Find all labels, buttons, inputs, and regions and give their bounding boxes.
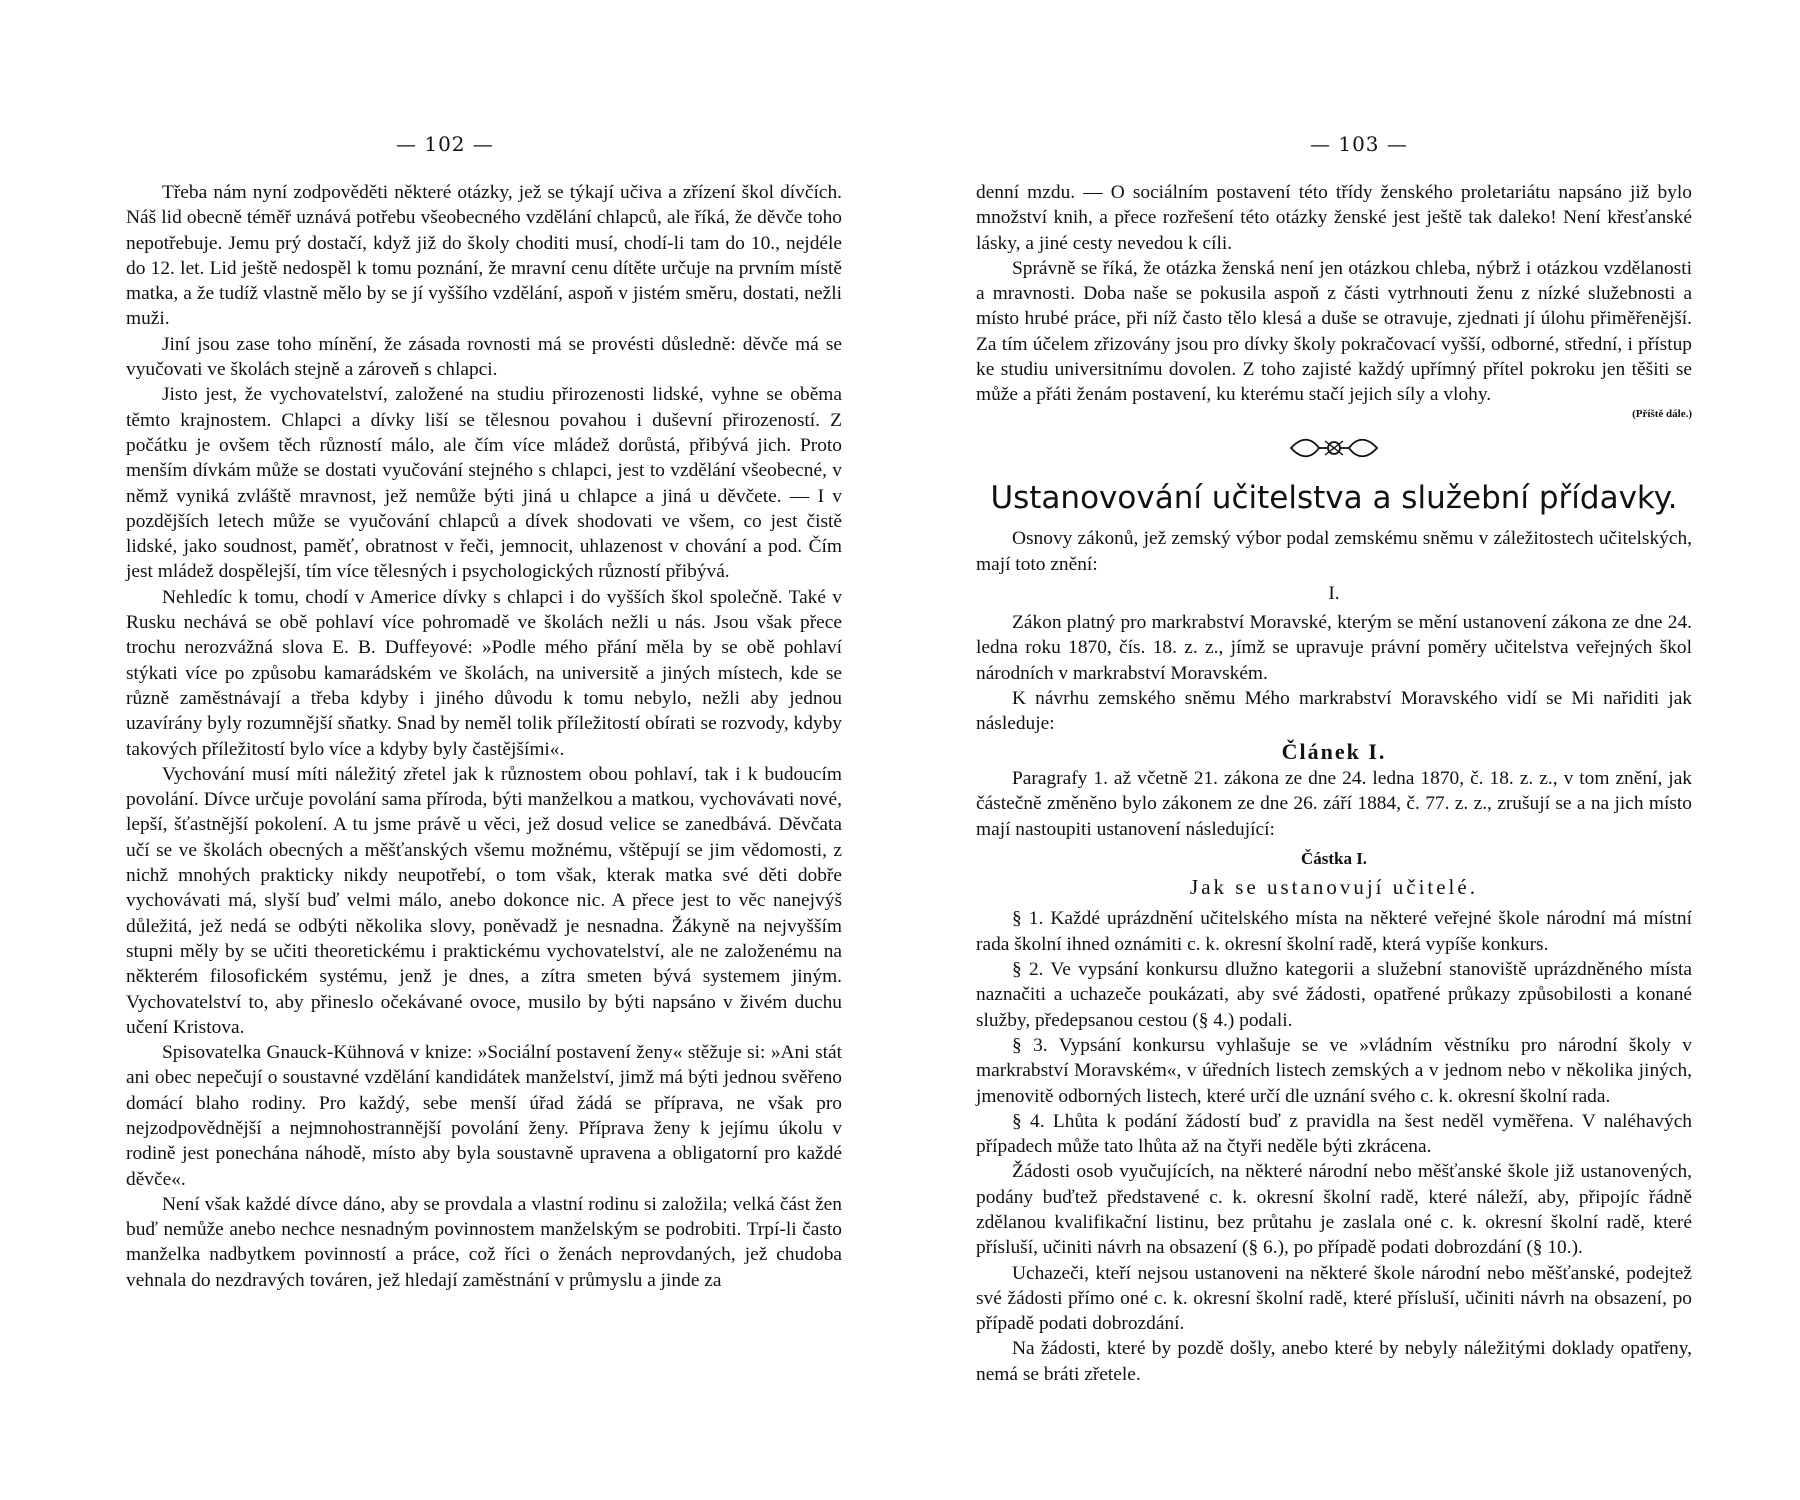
- section-heading: Ustanovování učitelstva a služební přídavky.: [990, 480, 1678, 517]
- law-intro: Osnovy zákonů, jež zemský výbor podal zemskému sněmu v záležitostech učitelských, mají toto znění:: [976, 528, 1692, 575]
- section-paragraph: Žádosti osob vyučujících, na některé národní nebo měšťanské škole již ustanovených, podány buďtež představené c. k. okresní školní radě, které náleží, aby, připojíc řádně zdělanou kvalifikační listinu, bez průtahu je zaslala oné c. k. okresní školní radě, které přísluší, učiniti návrh na obsazení (§ 6.), po případě podati dobrozdání (§ 10.).: [976, 1161, 1692, 1259]
- left-column: [126, 180, 842, 1293]
- page-number-left: — 102 —: [396, 132, 494, 156]
- section-paragraph: § 2. Ve vypsání konkursu dlužno kategorii a služební stanoviště uprázdněného místa naznačiti a uchazeče poukázati, aby své žádosti, opatřené průkazy způsobilosti a konané služby, předepsanou cestou (§ 4.) podali.: [976, 959, 1692, 1031]
- paragraph: denní mzdu. — O sociálním postavení této třídy ženského proletariátu napsáno již bylo množství knih, a přece rozřešení této otázky ženské jest ještě tak daleko! Není křesťanské lásky, a jiné cesty nevedou k cíli.: [976, 182, 1692, 254]
- paragraph: Spisovatelka Gnauck-Kühnová v knize: »Sociální postavení ženy« stěžuje si: »Ani stát ani obec nepečují o soustavné vzdělání kandidátek manželství, jimž má býti jednou svěřeno domácí blaho rodiny. Pro každý, sebe menší úřad žádá se příprava, ne však pro nejzodpovědnější a nejmnohostrannější povolání ženy. Příprava ženy k jejímu úkolu v rodině jest ponechána náhodě, místo aby byla soustavně upravena a obligatorní pro každé děvče«.: [126, 1042, 842, 1190]
- ornament-icon: [1289, 435, 1379, 461]
- article-heading: Článek I.: [1281, 738, 1387, 764]
- paragraph: Jisto jest, že vychovatelství, založené na studiu přirozenosti lidské, vyhne se oběma těmto krajnostem. Chlapci a dívky liší se tělesnou povahou i duševní přirozeností. Z počátku je ovšem těch růzností málo, ale čím více mládež dorůstá, přibývá jich. Proto menším dívkám může se dostati vyučování stejného s chlapci, jest to vzdělání všeobecné, v němž vyniká zvláště mravnost, jež nemůže býti jiná u chlapce a jiná u děvčete. — I v pozdějších letech může se vyučování chlapců a dívek shodovati ve všem, co jest čistě lidské, jako soudnost, paměť, obratnost v řeči, jemnocit, uhlazenost v chování a pod. Čím jest mládež dospělejší, tím více tělesných i psychologických růzností přibývá.: [126, 384, 842, 583]
- part-heading: Částka I.: [1300, 848, 1368, 868]
- paragraph: Vychování musí míti náležitý zřetel jak k různostem obou pohlaví, tak i k budoucím povolání. Dívce určuje povolání sama příroda, býti manželkou a matkou, vychovávati nové, lepší, šťastnější pokolení. A tu jsme právě u věci, jež dosud velice se zanedbává. Děvčata učí se ve školách obecných a měšťanských všemu možnému, vštěpují se jim vědomosti, z nichž mnohých prakticky nikdy neupotřebí, o tom však, kterak matka své děti dobře vychovávati má, slyší buď velmi málo, anebo dokonce nic. A přece jest to věc nanejvýš důležitá, jež nedá se odbýti několika slovy, poněvadž je nesnadna. Žákyně na nejvyšším stupni měly by se učiti theoretickému i praktickému vychovatelství, ale ne založenému na některém filosofickém systému, jenž je dnes, a zítra smeten bývá systemem jiným. Vychovatelství to, aby přineslo očekávané ovoce, musilo by býti napsáno v živém duchu učení Kristova.: [126, 763, 842, 1038]
- paragraph: Třeba nám nyní zodpověděti některé otázky, jež se týkají učiva a zřízení škol dívčích. Náš lid obecně téměř uznává potřebu všeobecného vzdělání chlapců, ale říká, že děvče toho nepotřebuje. Jemu prý dostačí, když již do školy choditi musí, chodí-li tam do 10., nejdéle do 12. let. Lid ještě nedospěl k tomu poznání, že mravní cenu dítěte určuje na prvním místě matka, a že tudíž vlastně mělo by se jí vyššího vzdělání, aspoň v jistém směru, dostati, nežli muži.: [126, 182, 842, 330]
- paragraph: Nehledíc k tomu, chodí v Americe dívky s chlapci i do vyšších škol společně. Také v Rusku nechává se obě pohlaví více pohromadě ve školách nežli u nás. Jsou však přece trochu nerozvážná slova E. B. Duffeyové: »Podle mého přání měla by se obě pohlaví stýkati více po způsobu kamarádském ve školách, na universitě a jiných místech, kde se různě zaměstnávají a třeba kdyby i jiného důvodu k tomu nebylo, nežli aby jednou uzavírány byly rozumnější sňatky. Snad by neměl tolik příležitostí obírati se rozvody, kdyby takových příležitostí bylo více a kdyby byly častějšími«.: [126, 586, 842, 760]
- section-paragraph: Na žádosti, které by pozdě došly, anebo které by nebyly náležitými doklady opatřeny, nemá se bráti zřetele.: [976, 1338, 1692, 1385]
- part-title: Jak se ustanovují učitelé.: [1190, 875, 1478, 900]
- section-paragraph: § 1. Každé uprázdnění učitelského místa na některé veřejné škole národní má místní rada školní ihned oznámiti c. k. okresní školní radě, která vypíše konkurs.: [976, 908, 1692, 955]
- roman-numeral: I.: [1328, 582, 1340, 604]
- law-title: Zákon platný pro markrabství Moravské, kterým se mění ustanovení zákona ze dne 24. ledna roku 1870, čís. 18. z. z., jímž se upravuje právní poměry učitelstva veřejných škol národních v markrabství Moravském.: [976, 612, 1692, 684]
- continued-note: (Příště dále.): [1632, 407, 1692, 420]
- section-paragraph: § 3. Vypsání konkursu vyhlašuje se ve »vládním věstníku pro národní školy v markrabství Moravském«, v úředních listech zemských a v jednom nebo v několika jiných, jmenovitě odborných listech, které určí dle uznání svého c. k. okresní školní rada.: [976, 1034, 1692, 1107]
- section-paragraph: § 4. Lhůta k podání žádostí buď z pravidla na šest neděl vyměřena. V naléhavých případech může tato lhůta až na čtyři neděle býti zkrácena.: [976, 1110, 1692, 1158]
- ornament-divider: [976, 435, 1692, 468]
- paragraph: Jiní jsou zase toho mínění, že zásada rovnosti má se provésti důsledně: děvče má se vyučovati ve školách stejně a zároveň s chlapci.: [126, 333, 842, 381]
- right-column: [976, 180, 1692, 1387]
- page-number-right: — 103 —: [1310, 132, 1408, 156]
- paragraph: Správně se říká, že otázka ženská není jen otázkou chleba, nýbrž i otázkou vzdělanosti a mravnosti. Doba naše se pokusila aspoň z části vytrhnouti ženu z nízké služebnosti a místo hrubé práce, při níž často tělo klesá a duše se otravuje, zjednati jí úlohu přiměřenější. Za tím účelem zřizovány jsou pro dívky školy pokračovací vyšší, odborné, střední, i přístup ke studiu universitnímu dovolen. Z toho zajisté každý upřímný přítel pokroku jen těšiti se může a přáti ženám postavení, ku kterému stačí jejich síly a vlohy.: [976, 257, 1692, 406]
- paragraph: Není však každé dívce dáno, aby se provdala a vlastní rodinu si založila; velká část žen buď nemůže anebo nechce nesnadným povinnostem manželským se podrobiti. Trpí-li často manželka nadbytkem povinností a práce, což říci o ženách neprovdaných, jež chudoba vehnala do nezdravých továren, jež hledají zaměstnání v průmyslu a jinde za: [126, 1193, 842, 1291]
- section-paragraph: Uchazeči, kteří nejsou ustanoveni na některé škole národní nebo měšťanské, podejtež své žádosti přímo oné c. k. okresní školní radě, které přísluší, učiniti návrh na obsazení, po případě podati dobrozdání.: [976, 1262, 1692, 1335]
- right-page: [900, 0, 1800, 1500]
- article-text: Paragrafy 1. až včetně 21. zákona ze dne 24. ledna 1870, č. 18. z. z., v tom znění, jak částečně změněno bylo zákonem ze dne 26. září 1884, č. 77. z. z., zrušují se a na jich místo mají nastoupiti ustanovení následující:: [976, 767, 1692, 840]
- proposal: K návrhu zemského sněmu Mého markrabství Moravského vidí se Mi nařiditi jak následuje:: [976, 688, 1692, 735]
